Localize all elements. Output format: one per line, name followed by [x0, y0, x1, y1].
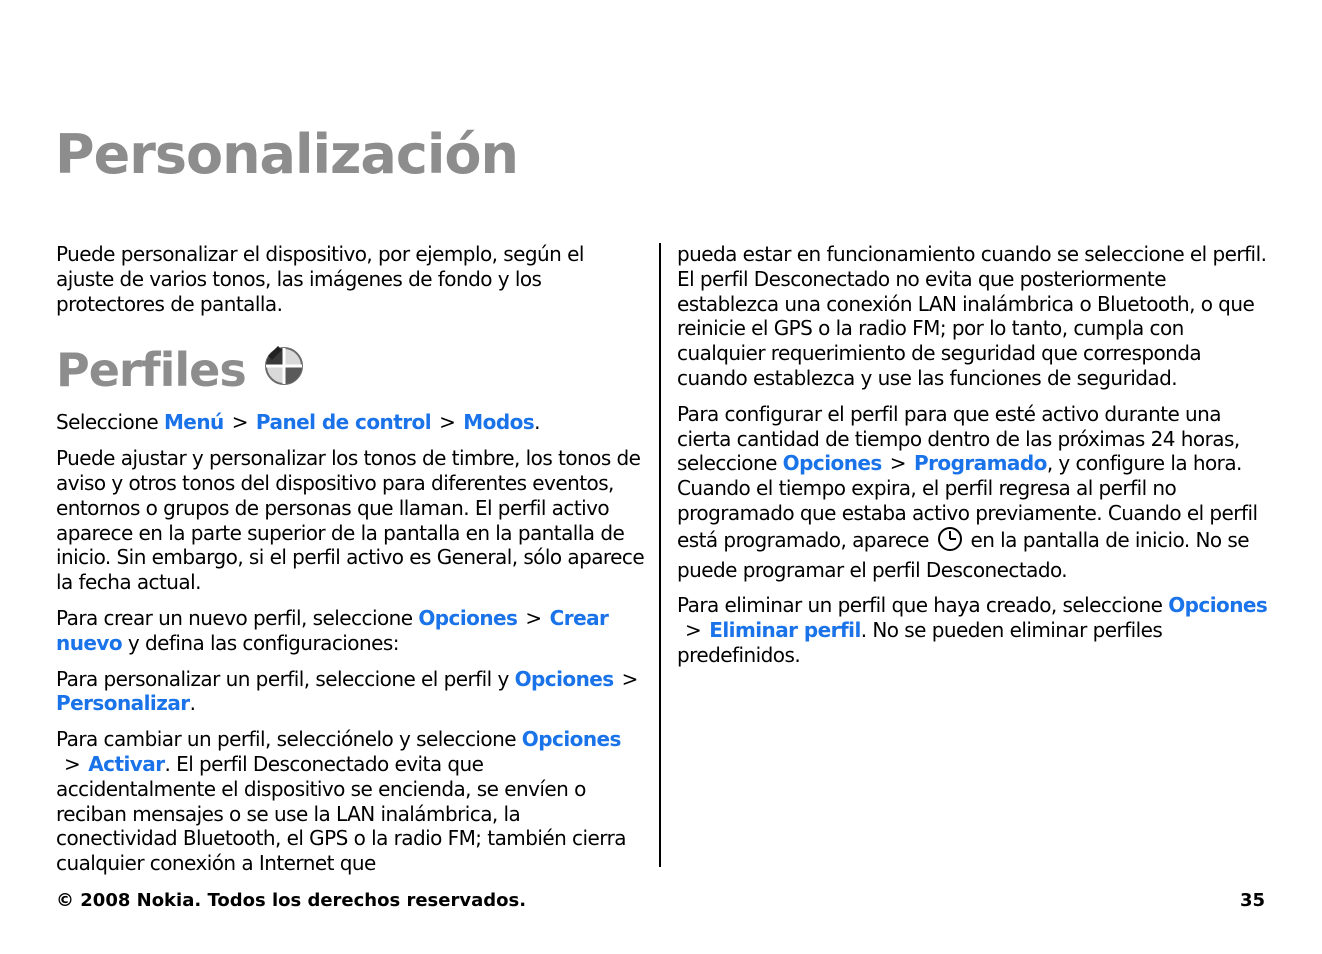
path-separator: >: [231, 410, 248, 435]
page-number: 35: [1239, 890, 1265, 911]
profiles-icon: [264, 342, 304, 402]
change-profile-paragraph: [56, 727, 646, 876]
offline-continuation-paragraph: pueda estar en funcionamiento cuando se seleccione el perfil. El perfil Desconectado no evita que posteriormente establezca una conexión LAN inalámbrica o Bluetooth, o que reinicie el GPS o la radio FM; por lo tanto, cumpla con cualquier requerimiento de seguridad que corresponda cuando establezca y use las funciones de seguridad.: [677, 242, 1267, 390]
path-separator: >: [64, 751, 81, 776]
column-divider: [659, 243, 661, 867]
create-text-end: y defina las configuraciones:: [127, 630, 399, 655]
opciones-link[interactable]: Opciones: [1168, 593, 1268, 618]
schedule-text-end: en la pantalla de inicio. No se puede programar el perfil Desconectado.: [677, 527, 1249, 582]
delete-profile-paragraph: [677, 593, 1269, 667]
create-text: Para crear un nuevo perfil, seleccione: [56, 605, 413, 630]
path-separator: >: [621, 666, 638, 691]
footer-copyright: © 2008 Nokia. Todos los derechos reservados.: [56, 890, 527, 911]
change-text-end: . El perfil Desconectado evita que accidentalmente el dispositivo se encienda, se envíen o reciban mensajes o se use la LAN inalámbrica, la conectividad Bluetooth, el GPS o la radio FM; también cierra cualquier conexión a Internet que: [56, 751, 626, 876]
personalize-profile-paragraph: [56, 667, 646, 717]
schedule-profile-paragraph: [677, 402, 1269, 583]
personalize-text: Para personalizar un perfil, seleccione el perfil y: [56, 666, 509, 691]
section-title-text: Perfiles: [56, 343, 246, 398]
programado-link[interactable]: Programado: [913, 451, 1047, 476]
right-column: [677, 242, 1269, 679]
crear-nuevo-link[interactable]: Crear nuevo: [56, 605, 609, 655]
navigation-path: [56, 410, 646, 435]
intro-paragraph: Puede personalizar el dispositivo, por ejemplo, según el ajuste de varios tonos, las imágenes de fondo y los protectores de pantalla.: [56, 242, 584, 316]
nav-prefix: Seleccione: [56, 410, 159, 435]
clock-icon: [937, 526, 963, 558]
section-title: [56, 340, 646, 400]
opciones-link[interactable]: Opciones: [521, 727, 621, 752]
create-profile-paragraph: [56, 606, 646, 656]
personalize-end: .: [189, 691, 196, 716]
opciones-link[interactable]: Opciones: [782, 451, 882, 476]
personalizar-link[interactable]: Personalizar: [56, 691, 190, 716]
activar-link[interactable]: Activar: [88, 751, 165, 776]
panel-de-control-link[interactable]: Panel de control: [255, 410, 432, 435]
delete-text-end: . No se pueden eliminar perfiles predefinidos.: [677, 618, 1163, 667]
nav-end: .: [534, 410, 540, 435]
path-separator: >: [439, 410, 456, 435]
opciones-link[interactable]: Opciones: [418, 605, 518, 630]
schedule-text: Para configurar el perfil para que esté activo durante una cierta cantidad de tiempo dentro de las próximas 24 horas, seleccione: [677, 401, 1240, 476]
schedule-text-mid: , y configure la hora. Cuando el tiempo expira, el perfil regresa al perfil no programado que estaba activo previamente. Cuando el perfil está programado, aparece: [677, 451, 1258, 552]
modos-link[interactable]: Modos: [463, 410, 535, 435]
profiles-description: Puede ajustar y personalizar los tonos de timbre, los tonos de aviso y otros tonos del dispositivo para diferentes eventos, entornos o grupos de personas que llaman. El perfil activo aparece en la parte superior de la pantalla en la pantalla de inicio. Sin embargo, si el perfil activo es General, sólo aparece la fecha actual.: [56, 446, 645, 595]
eliminar-perfil-link[interactable]: Eliminar perfil: [709, 618, 861, 643]
path-separator: >: [525, 605, 542, 630]
left-column: [56, 242, 646, 887]
delete-text: Para eliminar un perfil que haya creado, seleccione: [677, 593, 1163, 618]
menu-link[interactable]: Menú: [163, 410, 224, 435]
opciones-link[interactable]: Opciones: [514, 666, 614, 691]
page-title: Personalización: [55, 123, 518, 186]
path-separator: >: [889, 451, 906, 476]
change-text: Para cambiar un perfil, selecciónelo y seleccione: [56, 727, 516, 752]
path-separator: >: [685, 618, 702, 643]
